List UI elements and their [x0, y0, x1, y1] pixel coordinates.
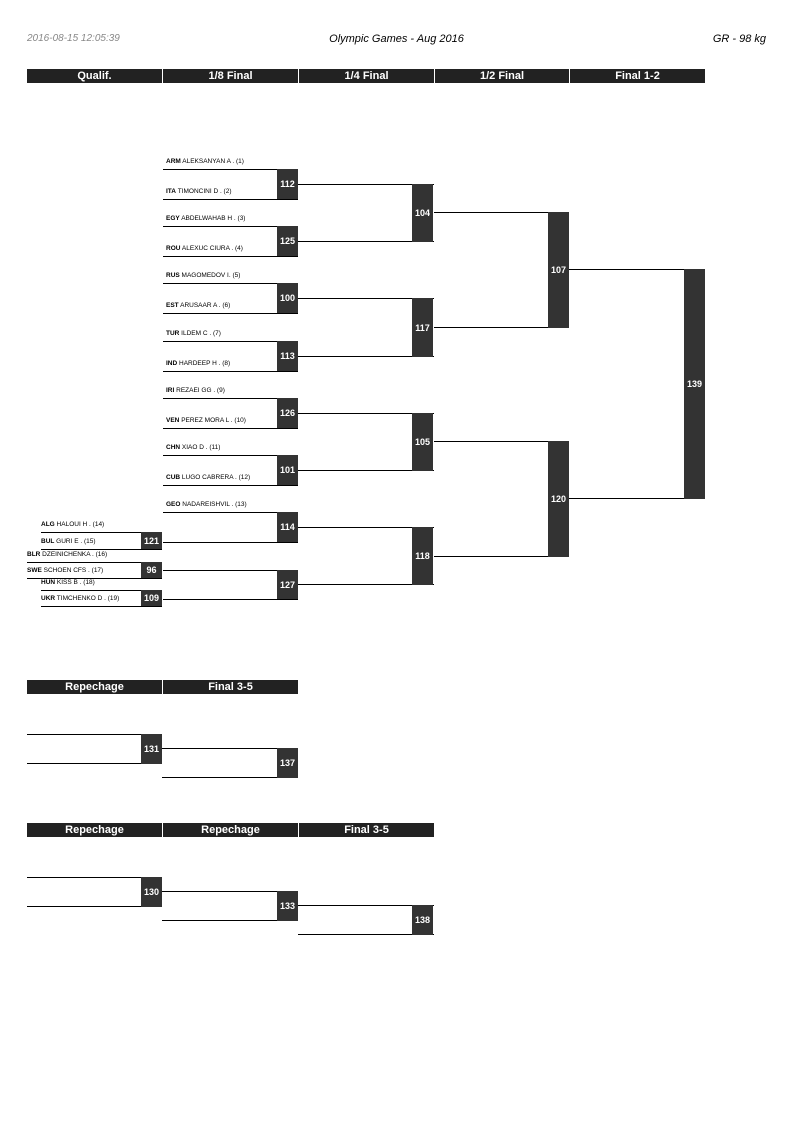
athlete-country: VEN	[166, 417, 180, 424]
bracket-line	[41, 606, 162, 607]
bout-box[interactable]: 114	[277, 512, 298, 542]
athlete-name: SCHOEN CFS . (17)	[43, 567, 104, 574]
bout-box[interactable]: 137	[277, 748, 298, 778]
athlete-entry	[41, 538, 96, 546]
athlete-name: ILDEM C . (7)	[181, 330, 221, 337]
bout-box[interactable]: 126	[277, 398, 298, 428]
bout-box[interactable]: 105	[412, 413, 433, 471]
athlete-name: ABDELWAHAB H . (3)	[181, 215, 246, 222]
athlete-country: CUB	[166, 474, 181, 481]
athlete-country: ROU	[166, 245, 181, 252]
bracket-line	[163, 485, 298, 486]
bout-box[interactable]: 127	[277, 570, 298, 599]
bout-box[interactable]: 130	[141, 877, 162, 907]
athlete-entry	[166, 501, 247, 509]
athlete-name: PEREZ MORA L . (10)	[181, 417, 246, 424]
bout-box[interactable]: 117	[412, 298, 433, 357]
athlete-country: GEO	[166, 501, 181, 508]
bout-box[interactable]: 138	[412, 905, 433, 935]
bout-box[interactable]: 133	[277, 891, 298, 921]
round-final-3-5: Final 3-5	[299, 823, 434, 837]
athlete-country: BLR	[27, 551, 41, 558]
athlete-country: RUS	[166, 272, 180, 279]
bracket-line	[163, 256, 298, 257]
weight-category: GR - 98 kg	[712, 33, 766, 45]
athlete-entry	[166, 158, 244, 166]
athlete-country: EGY	[166, 215, 180, 222]
bracket-line	[163, 199, 298, 200]
athlete-name: GURI E . (15)	[56, 538, 96, 545]
bracket-line	[163, 428, 298, 429]
athlete-entry	[166, 417, 246, 425]
athlete-country: HUN	[41, 579, 56, 586]
athlete-name: HALOUI H . (14)	[56, 521, 105, 528]
athlete-name: TIMONCINI D . (2)	[177, 188, 232, 195]
bout-box[interactable]: 131	[141, 734, 162, 764]
athlete-country: UKR	[41, 595, 56, 602]
athlete-country: TUR	[166, 330, 180, 337]
athlete-entry	[166, 215, 245, 223]
athlete-entry	[166, 444, 220, 452]
bout-box[interactable]: 101	[277, 455, 298, 485]
athlete-name: TIMCHENKO D . (19)	[56, 595, 120, 602]
bracket-line	[163, 313, 298, 314]
bout-box[interactable]: 109	[141, 590, 162, 606]
round-final-1-2: Final 1-2	[570, 69, 705, 83]
athlete-entry	[166, 330, 221, 338]
round-qualif: Qualif.	[27, 69, 162, 83]
bracket-line	[41, 549, 162, 550]
athlete-entry	[27, 567, 103, 575]
bout-box[interactable]: 104	[412, 184, 433, 242]
athlete-country: ITA	[166, 188, 176, 195]
athlete-name: ARUSAAR A . (6)	[180, 302, 231, 309]
athlete-name: REZAEI GG . (9)	[176, 387, 225, 394]
bout-box[interactable]: 125	[277, 226, 298, 256]
athlete-entry	[166, 474, 250, 482]
athlete-name: KISS B . (18)	[56, 579, 95, 586]
athlete-country: IRI	[166, 387, 175, 394]
athlete-entry	[166, 387, 225, 395]
athlete-name: DZEINICHENKA . (16)	[42, 551, 108, 558]
athlete-country: BUL	[41, 538, 55, 545]
athlete-entry	[166, 360, 230, 368]
round-repechage: Repechage	[163, 823, 298, 837]
round-repechage: Repechage	[27, 823, 162, 837]
bout-box[interactable]: 113	[277, 341, 298, 371]
timestamp: 2016-08-15 12:05:39	[27, 33, 120, 44]
athlete-entry	[41, 595, 119, 603]
round-repechage: Repechage	[27, 680, 162, 694]
bout-box[interactable]: 96	[141, 562, 162, 578]
round-1-8-final: 1/8 Final	[163, 69, 298, 83]
round-final-3-5: Final 3-5	[163, 680, 298, 694]
athlete-country: IND	[166, 360, 178, 367]
athlete-entry	[166, 188, 232, 196]
athlete-entry	[166, 245, 243, 253]
athlete-name: ALEXUC CIURA . (4)	[181, 245, 243, 252]
bout-box[interactable]: 112	[277, 169, 298, 199]
event-title: Olympic Games - Aug 2016	[329, 33, 464, 45]
athlete-name: MAGOMEDOV I. (5)	[181, 272, 241, 279]
final-bout-box[interactable]: 139	[684, 269, 705, 499]
athlete-name: NADAREISHVIL . (13)	[182, 501, 247, 508]
athlete-entry	[166, 302, 230, 310]
round-1-4-final: 1/4 Final	[299, 69, 434, 83]
athlete-name: LUGO CABRERA . (12)	[181, 474, 251, 481]
bracket-line	[27, 578, 162, 579]
athlete-country: ALG	[41, 521, 55, 528]
athlete-name: XIAO D . (11)	[181, 444, 221, 451]
athlete-name: HARDEEP H . (8)	[179, 360, 231, 367]
bracket-line	[163, 371, 298, 372]
athlete-entry	[166, 272, 240, 280]
athlete-name: ALEKSANYAN A . (1)	[182, 158, 244, 165]
bracket-line	[163, 599, 298, 600]
bout-box[interactable]: 107	[548, 212, 569, 328]
round-1-2-final: 1/2 Final	[435, 69, 569, 83]
bout-box[interactable]: 118	[412, 527, 433, 585]
athlete-entry	[41, 521, 104, 529]
athlete-country: EST	[166, 302, 179, 309]
athlete-country: SWE	[27, 567, 42, 574]
athlete-entry	[41, 579, 95, 587]
athlete-country: CHN	[166, 444, 181, 451]
athlete-entry	[27, 551, 107, 559]
bout-box[interactable]: 100	[277, 283, 298, 313]
athlete-country: ARM	[166, 158, 181, 165]
bracket-line	[163, 542, 298, 543]
bout-box[interactable]: 121	[141, 532, 162, 549]
bout-box[interactable]: 120	[548, 441, 569, 557]
